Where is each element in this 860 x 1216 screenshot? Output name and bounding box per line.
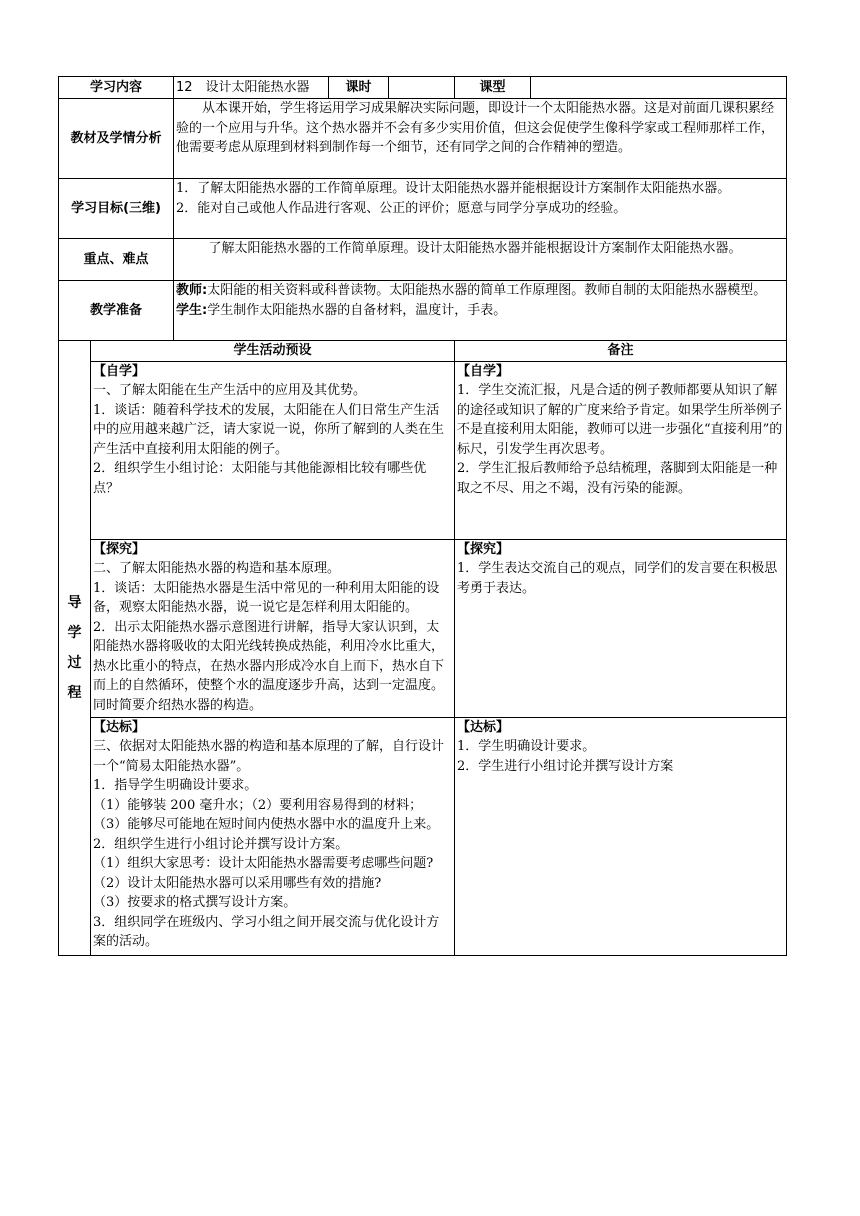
section-heading: 【自学】: [93, 363, 146, 379]
student-text: 学生制作太阳能热水器的自备材料，温度计，手表。: [207, 302, 507, 318]
section-heading: 【达标】: [93, 719, 146, 735]
activity-line: 1．谈话：随着科学技术的发展，太阳能在人们日常生产生活中的应用越来越广泛，请大家说一说，你所了解到的人类在生产生活中直接利用太阳能的例子。: [93, 402, 445, 457]
goals-text: [174, 179, 787, 239]
self-study-activity: [91, 361, 455, 539]
note-line: 1．学生明确设计要求。: [457, 739, 596, 754]
activity-line: 2．组织学生小组讨论：太阳能与其他能源相比较有哪些优点？: [93, 461, 427, 496]
lesson-plan: [58, 76, 786, 956]
explore-row: [59, 539, 787, 717]
teacher-text: 太阳能的相关资料或科普读物。太阳能热水器的简单工作原理图。教师自制的太阳能热水器模型。: [207, 283, 767, 298]
analysis-row: [59, 99, 787, 179]
section-heading: 【探究】: [93, 541, 146, 557]
activity-line: 3．组织同学在班级内、学习小组之间开展交流与优化设计方案的活动。: [93, 914, 440, 949]
analysis-label: 教材及学情分析: [59, 99, 174, 179]
target-activity: [91, 717, 455, 955]
activity-line: （2）设计太阳能热水器可以采用哪些有效的措施?: [93, 875, 382, 891]
activity-line: （3）按要求的格式撰写设计方案。: [93, 895, 297, 910]
explore-activity: [91, 539, 455, 717]
activity-line: 1．指导学生明确设计要求。: [93, 778, 258, 793]
lesson-plan-table: [58, 76, 787, 956]
self-study-row: [59, 361, 787, 539]
activity-column-header: 学生活动预设: [91, 341, 455, 362]
goals-row: [59, 179, 787, 239]
preparation-row: [59, 281, 787, 341]
period-label: 课时: [329, 77, 389, 99]
section-heading: 【自学】: [457, 363, 510, 379]
target-row: [59, 717, 787, 955]
activity-line: 1．谈话：太阳能热水器是生活中常见的一种利用太阳能的设备，观察太阳能热水器，说一说它是怎样利用太阳能的。: [93, 580, 440, 615]
analysis-text: 从本课开始，学生将运用学习成果解决实际问题，即设计一个太阳能热水器。这是对前面几课积累经验的一个应用与升华。这个热水器并不会有多少实用价值，但这会促使学生像科学家或工程师那样工作，他需要考虑从原理到材料到制作每一个细节，还有同学之间的合作精神的塑造。: [174, 99, 787, 179]
activity-line: 二、了解太阳能热水器的构造和基本原理。: [93, 561, 341, 576]
type-value: [531, 77, 787, 99]
self-study-notes: [455, 361, 787, 539]
student-label: 学生:: [176, 302, 208, 318]
goal-item: 2．能对自己或他人作品进行客观、公正的评价；愿意与同学分享成功的经验。: [176, 200, 627, 216]
goals-label: 学习目标(三维): [59, 179, 174, 239]
process-header-row: [59, 341, 787, 362]
activity-line: （1）组织大家思考：设计太阳能热水器需要考虑哪些问题?: [93, 856, 434, 871]
goal-item: 1．了解太阳能热水器的工作简单原理。设计太阳能热水器并能根据设计方案制作太阳能热水器。: [176, 181, 731, 196]
activity-line: 三、依据对太阳能热水器的构造和基本原理的了解，自行设计一个“简易太阳能热水器”。: [93, 739, 445, 774]
key-points-row: [59, 239, 787, 281]
section-heading: 【达标】: [457, 719, 510, 735]
activity-line: （1）能够装 200 毫升水；（2）要利用容易得到的材料；: [93, 797, 423, 813]
period-value: [389, 77, 455, 99]
teacher-label: 教师:: [176, 283, 208, 298]
note-line: 2．学生汇报后教师给予总结梳理，落脚到太阳能是一种取之不尽、用之不竭，没有污染的能源。: [457, 461, 778, 496]
preparation-text: [174, 281, 787, 341]
activity-line: （3）能够尽可能地在短时间内使热水器中水的温度升上来。: [93, 817, 440, 832]
preparation-label: 教学准备: [59, 281, 174, 341]
note-line: 2．学生进行小组讨论并撰写设计方案: [457, 758, 674, 774]
lesson-title: 12 设计太阳能热水器: [174, 77, 329, 99]
section-heading: 【探究】: [457, 541, 510, 557]
key-points-label: 重点、难点: [59, 239, 174, 281]
content-label: 学习内容: [59, 77, 174, 99]
notes-column-header: 备注: [455, 341, 787, 362]
note-line: 1．学生交流汇报，凡是合适的例子教师都要从知识了解的途径或知识了解的广度来给予肯定。如果学生所举例子不是直接利用太阳能，教师可以进一步强化“直接利用”的标尺，引发学生再次思考。: [457, 383, 783, 457]
activity-line: 一、了解太阳能在生产生活中的应用及其优势。: [93, 383, 367, 398]
note-line: 1．学生表达交流自己的观点，同学们的发言要在积极思考勇于表达。: [457, 561, 778, 596]
explore-notes: [455, 539, 787, 717]
header-row: [59, 77, 787, 99]
type-label: 课型: [455, 77, 531, 99]
key-points-text: 了解太阳能热水器的工作简单原理。设计太阳能热水器并能根据设计方案制作太阳能热水器。: [174, 239, 787, 281]
target-notes: [455, 717, 787, 955]
activity-line: 2．组织学生进行小组讨论并撰写设计方案。: [93, 836, 349, 852]
activity-line: 2．出示太阳能热水器示意图进行讲解，指导大家认识到，太阳能热水器将吸收的太阳光线转换成热能，利用冷水比重大，热水比重小的特点，在热水器内形成冷水自上而下，热水自下而上的自然循环，使整个水的温度逐步升高，达到一定温度。同时简要介绍热水器的构造。: [93, 619, 445, 713]
process-side-label: 导 学 过 程: [59, 341, 91, 956]
